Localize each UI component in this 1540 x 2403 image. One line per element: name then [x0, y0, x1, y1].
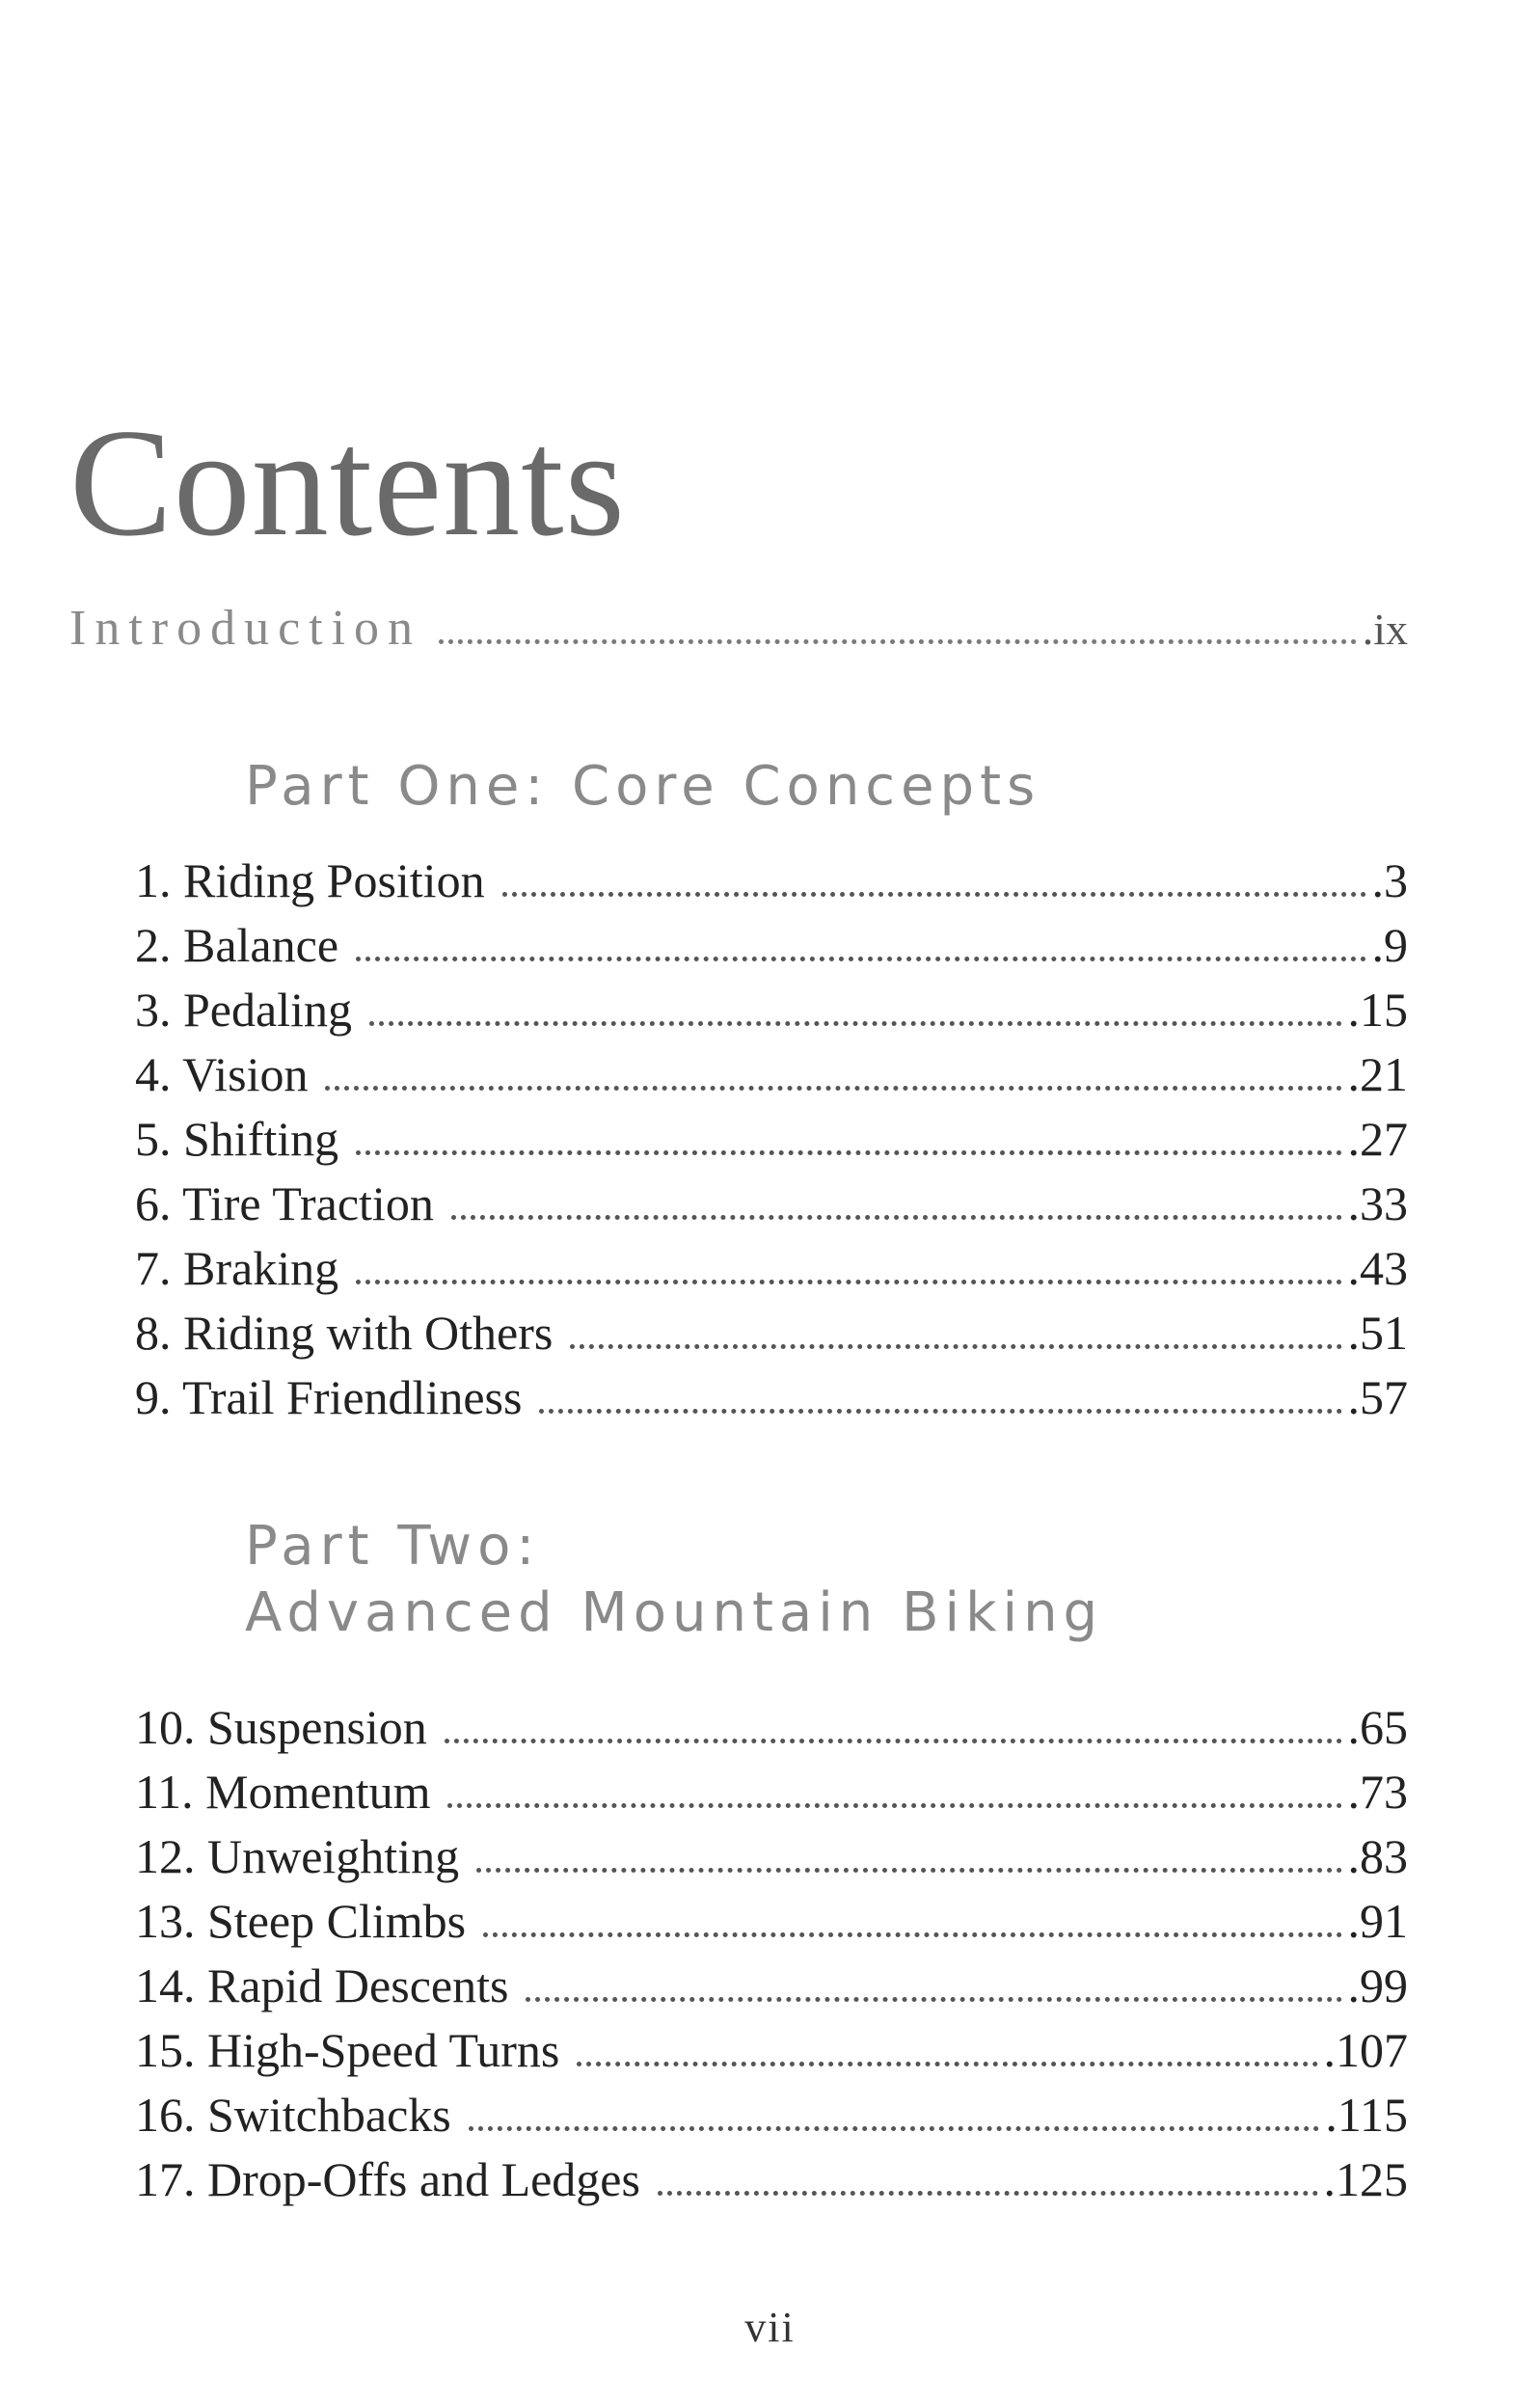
chapter-title [135, 1824, 459, 1889]
chapter-title [135, 1695, 427, 1760]
toc-entry [135, 2018, 1408, 2083]
chapter-page-number: .107 [1323, 2023, 1408, 2077]
part-one-heading-text: Part One: Core Concepts [245, 755, 1041, 818]
chapter-name: Steep Climbs [207, 1894, 467, 1948]
toc-entry [135, 1301, 1408, 1365]
dot-leader [447, 1803, 1341, 1808]
chapter-page-number: .9 [1371, 918, 1408, 972]
chapter-number: 15. [135, 2023, 196, 2077]
chapter-name: Trail Friendliness [182, 1370, 523, 1424]
dot-leader [570, 1344, 1341, 1349]
toc-entry [135, 1365, 1408, 1430]
toc-entry [135, 1889, 1408, 1954]
chapter-page-number: .91 [1347, 1894, 1408, 1948]
chapter-page-number: .43 [1347, 1241, 1408, 1295]
introduction-page-number: .ix [1362, 605, 1408, 654]
chapter-name: Braking [183, 1241, 339, 1295]
chapter-name: Momentum [205, 1765, 431, 1819]
chapter-name: Riding with Others [183, 1306, 554, 1360]
chapter-page-number: .27 [1347, 1112, 1408, 1166]
chapter-number: 13. [135, 1894, 196, 1948]
chapter-name: Vision [182, 1047, 309, 1101]
chapter-title [135, 1107, 338, 1172]
dot-leader [483, 1932, 1341, 1937]
dot-leader [658, 2191, 1318, 2196]
chapter-title [135, 2083, 451, 2147]
chapter-name: Switchbacks [207, 2088, 451, 2142]
chapter-title [135, 1301, 553, 1365]
chapter-number: 16. [135, 2088, 196, 2142]
dot-leader [356, 1150, 1341, 1155]
chapter-page-number: .51 [1347, 1306, 1408, 1360]
part-one-heading [245, 754, 1040, 821]
toc-entry [135, 2147, 1408, 2212]
chapter-name: Tire Traction [182, 1176, 434, 1230]
dot-leader [356, 957, 1365, 961]
dot-leader [539, 1409, 1341, 1414]
chapter-title [135, 913, 338, 978]
chapter-name: Drop-Offs and Ledges [207, 2152, 640, 2206]
toc-entry [135, 2083, 1408, 2147]
dot-leader [476, 1868, 1341, 1873]
chapter-title [135, 1236, 338, 1301]
chapter-title [135, 1760, 430, 1824]
chapter-title [135, 1889, 466, 1954]
chapter-page-number: .65 [1347, 1700, 1408, 1754]
chapter-number: 14. [135, 1958, 196, 2012]
dot-leader [356, 1280, 1341, 1284]
part-two-chapter-list [135, 1695, 1408, 2212]
part-two-heading-line2: Advanced Mountain Biking [245, 1580, 1104, 1644]
dot-leader [325, 1086, 1341, 1091]
chapter-title [135, 1954, 508, 2018]
chapter-name: Unweighting [207, 1829, 460, 1883]
toc-entry [135, 1760, 1408, 1824]
toc-entry [135, 1172, 1408, 1236]
dot-leader [439, 639, 1357, 644]
dot-leader [451, 1215, 1342, 1220]
introduction-label: Introduction [69, 601, 422, 656]
chapter-title [135, 1365, 522, 1430]
chapter-page-number: .15 [1347, 983, 1408, 1037]
page-number-folio: vii [744, 2304, 796, 2351]
toc-entry [135, 978, 1408, 1042]
dot-leader [502, 892, 1366, 897]
chapter-number: 6. [135, 1176, 172, 1230]
chapter-page-number: .21 [1347, 1047, 1408, 1101]
chapter-number: 5. [135, 1112, 172, 1166]
chapter-number: 3. [135, 983, 172, 1037]
dot-leader [369, 1021, 1342, 1026]
chapter-title [135, 2018, 559, 2083]
chapter-number: 1. [135, 853, 172, 907]
chapter-title [135, 1172, 434, 1236]
chapter-page-number: .57 [1347, 1370, 1408, 1424]
dot-leader [469, 2126, 1320, 2131]
toc-introduction-entry [69, 600, 1408, 657]
toc-entry [135, 1954, 1408, 2018]
chapter-number: 7. [135, 1241, 172, 1295]
toc-entry [135, 1695, 1408, 1760]
chapter-name: Pedaling [183, 983, 352, 1037]
chapter-name: Balance [183, 918, 339, 972]
chapter-title [135, 849, 485, 913]
chapter-number: 10. [135, 1700, 196, 1754]
chapter-title [135, 2147, 640, 2212]
chapter-page-number: .83 [1347, 1829, 1408, 1883]
chapter-name: Riding Position [183, 853, 485, 907]
chapter-name: Suspension [207, 1700, 427, 1754]
chapter-title [135, 1042, 308, 1107]
chapter-page-number: .3 [1371, 853, 1408, 907]
chapter-number: 11. [135, 1765, 194, 1819]
part-one-chapter-list [135, 849, 1408, 1430]
chapter-name: Shifting [183, 1112, 339, 1166]
chapter-page-number: .115 [1325, 2088, 1408, 2142]
toc-entry [135, 1824, 1408, 1889]
dot-leader [445, 1739, 1342, 1743]
chapter-number: 12. [135, 1829, 196, 1883]
chapter-number: 9. [135, 1370, 172, 1424]
chapter-number: 17. [135, 2152, 196, 2206]
chapter-number: 4. [135, 1047, 172, 1101]
page-title: Contents [69, 396, 626, 568]
chapter-number: 8. [135, 1306, 172, 1360]
toc-entry [135, 913, 1408, 978]
chapter-page-number: .125 [1323, 2152, 1408, 2206]
chapter-name: Rapid Descents [207, 1958, 509, 2012]
chapter-page-number: .33 [1347, 1176, 1408, 1230]
toc-entry [135, 1236, 1408, 1301]
chapter-page-number: .73 [1347, 1765, 1408, 1819]
toc-entry [135, 1042, 1408, 1107]
part-two-heading-line1: Part Two: [245, 1515, 541, 1578]
dot-leader [577, 2062, 1317, 2066]
dot-leader [526, 1997, 1341, 2002]
toc-entry [135, 849, 1408, 913]
chapter-title [135, 978, 352, 1042]
chapter-page-number: .99 [1347, 1958, 1408, 2012]
chapter-number: 2. [135, 918, 172, 972]
part-two-heading [245, 1514, 1103, 1647]
toc-entry [135, 1107, 1408, 1172]
chapter-name: High-Speed Turns [207, 2023, 560, 2077]
